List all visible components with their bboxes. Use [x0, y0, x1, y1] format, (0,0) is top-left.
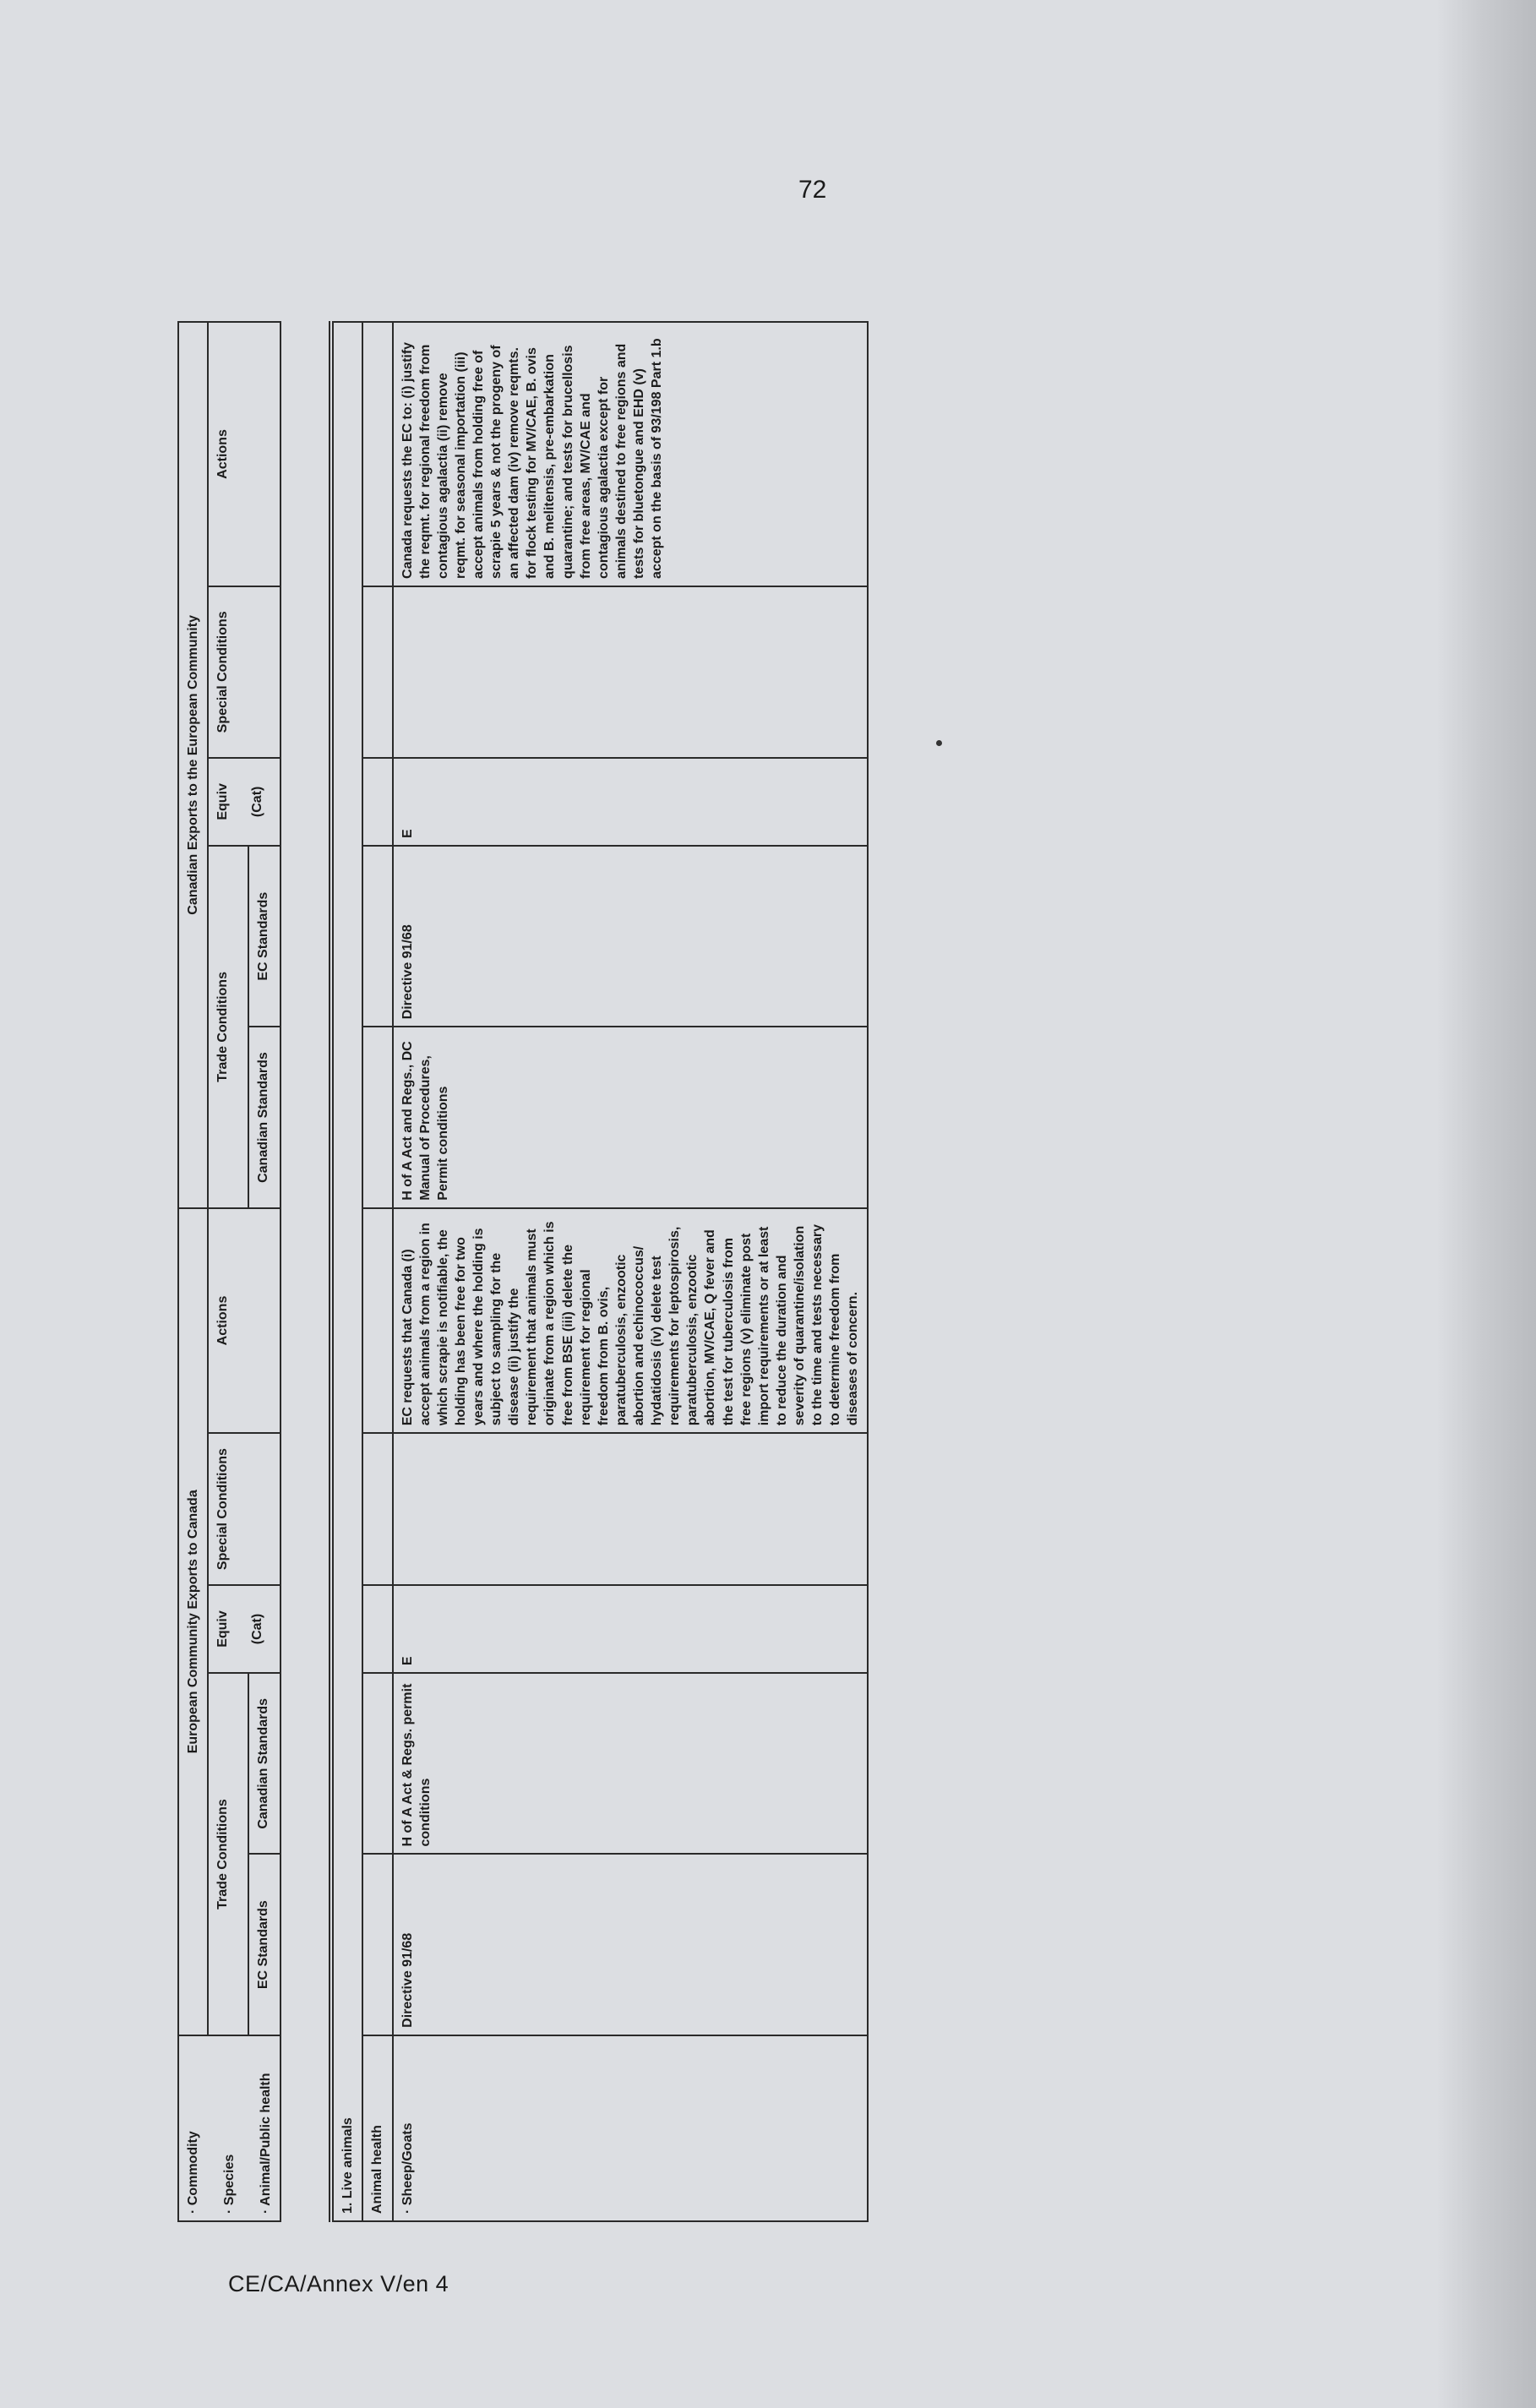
ec-row-ec-standards: Directive 91/68 — [393, 1855, 869, 2035]
subsection-label: Animal health — [362, 2035, 392, 2221]
empty-cell — [362, 846, 392, 1027]
ec-ec-standards: EC Standards — [248, 1855, 281, 2035]
ec-row-canadian-standards: H of A Act & Regs. permit conditions — [393, 1673, 869, 1854]
annex-table — [177, 321, 869, 2222]
empty-cell — [362, 1855, 392, 2035]
ec-cat: (Cat) — [250, 1613, 265, 1645]
ca-ec-standards: EC Standards — [248, 846, 281, 1027]
table-gap — [281, 322, 331, 2221]
empty-cell — [362, 1027, 392, 1207]
ec-actions: Actions — [208, 1208, 281, 1434]
ec-to-canada-title: European Community Exports to Canada — [178, 1208, 208, 2035]
empty-cell — [362, 1585, 392, 1673]
header-species: · Species — [222, 2154, 237, 2214]
header-commodity-cell — [178, 2035, 281, 2221]
canada-to-ec-title: Canadian Exports to the European Community — [178, 322, 208, 1208]
page-edge-shadow — [1436, 0, 1536, 2408]
ec-trade-conditions: Trade Conditions — [208, 1673, 248, 2035]
ca-special-conditions: Special Conditions — [208, 586, 281, 758]
ec-row-actions: EC requests that Canada (i) accept animals from a region in which scrapie is notifiable, the holding has been free for two years and where the holding is subject to sampling for the disease (ii) justify the requirement that animals must originate from a region which is free from BSE (iii) delete the requirement for regional freedom from B. ovis, paratuberculosis, enzootic abortion and echinococcus/ hydatidosis (iv) delete test requirements for leptospirosis, paratuberculosis, enzootic abortion, MV/CAE, Q fever and the test for tuberculosis from free regions (v) eliminate post import requirements or at least to reduce the duration and severity of quarantine/isolation to the time and tests necessary to determine freedom from diseases of concern. — [393, 1208, 869, 1434]
ca-row-canadian-standards: H of A Act and Regs., DC Manual of Procedures, Permit conditions — [393, 1027, 869, 1207]
section-title: 1. Live animals — [331, 322, 362, 2221]
ca-canadian-standards: Canadian Standards — [248, 1027, 281, 1207]
ec-canadian-standards: Canadian Standards — [248, 1673, 281, 1854]
page-number: 72 — [798, 176, 827, 204]
ec-row-special-conditions — [393, 1433, 869, 1585]
ca-row-ec-standards: Directive 91/68 — [393, 846, 869, 1027]
ca-equiv: Equiv — [215, 783, 231, 820]
ca-equiv-cell — [208, 758, 281, 846]
ca-trade-conditions: Trade Conditions — [208, 846, 248, 1208]
ca-actions: Actions — [208, 322, 281, 586]
ec-row-equiv: E — [393, 1585, 869, 1673]
header-commodity: · Commodity — [186, 2131, 200, 2214]
ec-special-conditions: Special Conditions — [208, 1433, 281, 1585]
ca-row-equiv: E — [393, 758, 869, 846]
ca-row-special-conditions — [393, 586, 869, 758]
table-row — [393, 322, 869, 2221]
ca-cat: (Cat) — [250, 786, 265, 818]
empty-cell — [362, 322, 392, 586]
ca-row-actions: Canada requests the EC to: (i) justify the reqmt. for regional freedom from contagious agalactia (ii) remove reqmt. for seasonal importation (iii) accept animals from holding free of scrapie 5 years & not the progeny of an affected dam (iv) remove reqmts. for flock testing for MV/CAE, B. ovis and B. melitensis, pre-embarkation quarantine; and tests for brucellosis from free areas, MV/CAE and contagious agalactia except for animals destined to free regions and tests for bluetongue and EHD (v) accept on the basis of 93/198 Part 1.b — [393, 322, 869, 586]
ec-equiv-cell — [208, 1585, 281, 1673]
ec-equiv: Equiv — [215, 1610, 231, 1648]
empty-cell — [362, 1208, 392, 1434]
rotated-annex-table — [177, 321, 1445, 2222]
empty-cell — [362, 1433, 392, 1585]
empty-cell — [362, 758, 392, 846]
header-animal-public-health: · Animal/Public health — [259, 2073, 274, 2214]
species-sheep-goats: · Sheep/Goats — [393, 2035, 869, 2221]
empty-cell — [362, 1673, 392, 1854]
document-reference: CE/CA/Annex V/en 4 — [228, 2271, 449, 2296]
empty-cell — [362, 586, 392, 758]
